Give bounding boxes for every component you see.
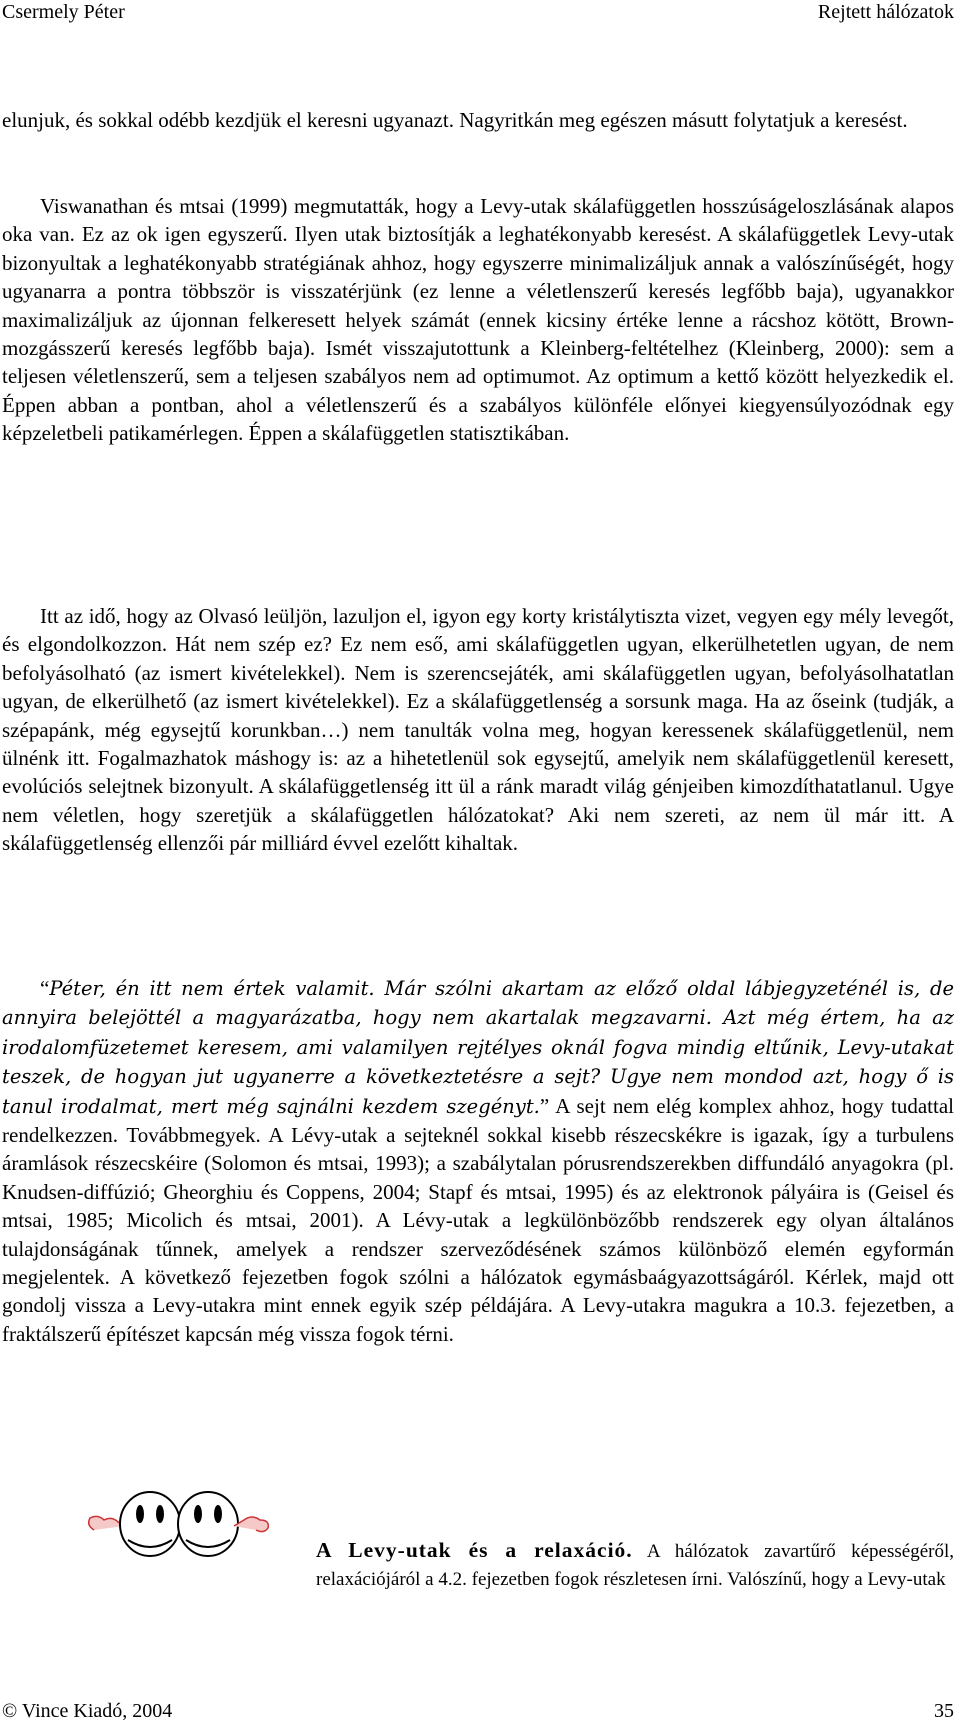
paragraph-3 xyxy=(2,602,954,858)
paragraph-2 xyxy=(2,192,954,448)
handwritten-quote: Péter, én itt nem értek valamit. Már szólni akartam az előző oldal lábjegyzeténél is, de annyira belejöttél a magyarázatba, hogy nem akartalak megzavarni. Azt még értem, ha az irodalomfüzetemet keresem, ami valamilyen rejtélyes oknál fogva mindig eltűnik, Levy-utakat teszek, de hogyan jut ugyanerre a következtetésre a sejt? Ugye nem mondod azt, hogy ő is tanul irodalmat, mert még sajnálni kezdem szegényt. xyxy=(2,977,954,1118)
paragraph-4-text xyxy=(2,974,954,1348)
section-run-in-title: A Levy-utak és a relaxáció. xyxy=(316,1538,633,1562)
paragraph-4 xyxy=(2,974,954,1348)
paragraph-1-text: elunjuk, és sokkal odébb kezdjük el keresni ugyanazt. Nagyritkán meg egészen másutt folytatjuk a keresést. xyxy=(2,108,908,132)
page-number: 35 xyxy=(934,1700,954,1722)
paragraph-5-rest: A hálózatok zavartűrő képességéről, relaxációjáról a 4.2. fejezetben fogok részletesen írni. Valószínű, hogy a Levy-utak xyxy=(316,1541,954,1590)
header-title: Rejtett hálózatok xyxy=(817,1,954,23)
paragraph-5-text xyxy=(2,1536,954,1594)
paragraph-2-text: Viswanathan és mtsai (1999) megmutatták, hogy a Levy-utak skálafüggetlen hosszúságeloszlásának alapos oka van. Ez az ok igen egyszerű. Ilyen utak biztosítják a leghatékonyabb keresést. A skálafüggetlek Levy-utak bizonyultak a leghatékonyabb stratégiának ahhoz, hogy egyszerre minimalizáljuk annak a valószínűségét, hogy ugyanarra a pontra többször is visszatérjünk (ez lenne a véletlenszerű keresés legfőbb baja), ugyanakkor maximalizáljuk az újonnan felkeresett helyek számát (ennek kicsiny értéke lenne a rácshoz kötött, Brown-mozgásszerű keresés legfőbb baja). Ismét visszajutottunk a Kleinberg-feltételhez (Kleinberg, 2000): sem a teljesen véletlenszerű, sem a teljesen szabályos nem ad optimumot. Az optimum a kettő között helyezkedik el. Éppen abban a pontban, ahol a véletlenszerű és a szabályos különféle előnyei kiegyensúlyozódnak egy képzeletbeli patikamérlegen. Éppen a skálafüggetlen statisztikában. xyxy=(2,194,954,446)
open-quote: “ xyxy=(40,976,50,1000)
close-quote: ” xyxy=(539,1093,550,1118)
footer-copyright: © Vince Kiadó, 2004 xyxy=(2,1700,173,1722)
header-author: Csermely Péter xyxy=(2,1,125,23)
paragraph-4-rest: A sejt nem elég komplex ahhoz, hogy tudattal rendelkezzen. Továbbmegyek. A Lévy-utak a sejteknél sokkal kisebb részecskékre is igazak, így a turbulens áramlások részecskéire (Solomon és mtsai, 1993); a szabálytalan pórusrendszerekben diffundáló anyagokra (pl. Knudsen-diffúzió; Gheorghiu és Coppens, 2004; Stapf és mtsai, 1995) és az elektronok pályáira is (Geisel és mtsai, 1985; Micolich és mtsai, 2001). A Lévy-utak a legkülönbözőbb rendszerek egy olyan általános tulajdonságának tűnnek, amelyek a rendszer szerveződésének számos különböző elemén egyformán megjelentek. A következő fejezetben fogok szólni a hálózatok egymásbaágyazottságáról. Kérlek, majd ott gondolj vissza a Levy-utakra mint ennek egyik szép példájára. A Levy-utakra magukra a 10.3. fejezetben, a fraktálszerű építészet kapcsán még vissza fogok térni. xyxy=(2,1093,954,1346)
paragraph-1 xyxy=(2,106,954,134)
paragraph-5 xyxy=(2,1536,954,1594)
paragraph-3-text: Itt az idő, hogy az Olvasó leüljön, lazuljon el, igyon egy korty kristálytiszta vizet, vegyen egy mély levegőt, és elgondolkozzon. Hát nem szép ez? Ez nem eső, ami skálafüggetlen ugyan, elkerülhetetlen ugyan, de nem befolyásolható (az ismert kivételekkel). Nem is szerencsejáték, ami skálafüggetlen ugyan, befolyásolhatatlan ugyan, de elkerülhető (az ismert kivételekkel). Ez a skálafüggetlenség a sorsunk maga. Ha az őseink (tudják, a szépapánk, még egysejtű korunkban…) nem tanulták volna meg, hogyan keressenek skálafüggetlenül, nem ülnénk itt. Fogalmazhatok máshogy is: az a hihetetlenül sok egysejtű, amelyik nem skálafüggetlenül keresett, evolúciós selejtnek bizonyult. A skálafüggetlenség itt ül a ránk maradt világ génjeiben kimozdíthatatlanul. Ugye nem véletlen, hogy szeretjük a skálafüggetlen hálózatokat? Aki nem szereti, az nem ül már itt. A skálafüggetlenség ellenzői pár milliárd évvel ezelőtt kihaltak. xyxy=(2,604,954,856)
running-header xyxy=(0,0,960,28)
